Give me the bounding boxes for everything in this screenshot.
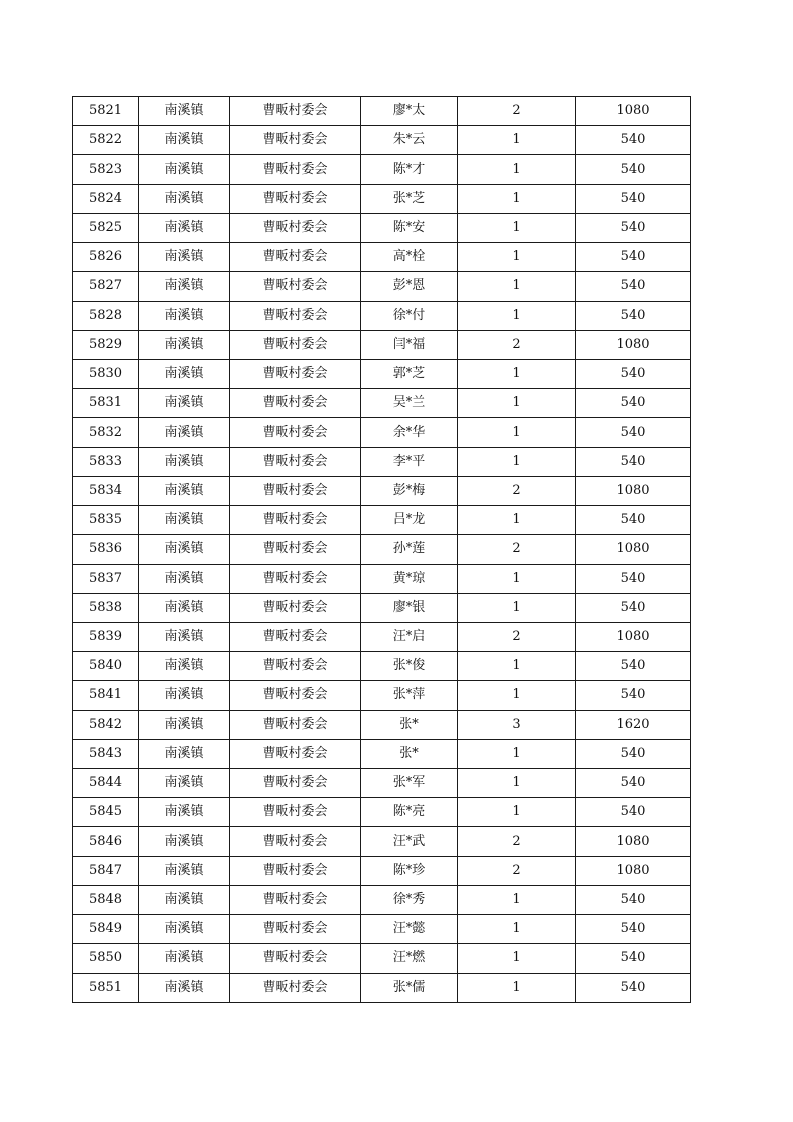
person-count-cell: 1 <box>458 447 576 476</box>
person-count-cell: 1 <box>458 739 576 768</box>
person-name-cell: 黄*琼 <box>361 564 458 593</box>
person-name-cell: 张*芝 <box>361 184 458 213</box>
table-row <box>73 564 691 593</box>
table-row <box>73 769 691 798</box>
town-cell: 南溪镇 <box>139 827 230 856</box>
person-name-cell: 廖*银 <box>361 593 458 622</box>
person-name-cell: 张*儒 <box>361 973 458 1002</box>
person-count-cell: 1 <box>458 564 576 593</box>
village-committee-cell: 曹畈村委会 <box>230 564 361 593</box>
person-name-cell: 李*平 <box>361 447 458 476</box>
person-count-cell: 2 <box>458 856 576 885</box>
person-count-cell: 2 <box>458 622 576 651</box>
town-cell: 南溪镇 <box>139 126 230 155</box>
town-cell: 南溪镇 <box>139 330 230 359</box>
row-number-cell: 5833 <box>73 447 139 476</box>
row-number-cell: 5832 <box>73 418 139 447</box>
person-count-cell: 1 <box>458 885 576 914</box>
person-name-cell: 汪*燃 <box>361 944 458 973</box>
row-number-cell: 5828 <box>73 301 139 330</box>
village-committee-cell: 曹畈村委会 <box>230 359 361 388</box>
person-count-cell: 2 <box>458 476 576 505</box>
table-row <box>73 798 691 827</box>
person-name-cell: 汪*启 <box>361 622 458 651</box>
amount-cell: 540 <box>576 944 691 973</box>
town-cell: 南溪镇 <box>139 798 230 827</box>
town-cell: 南溪镇 <box>139 389 230 418</box>
village-committee-cell: 曹畈村委会 <box>230 418 361 447</box>
amount-cell: 1080 <box>576 535 691 564</box>
table-row <box>73 418 691 447</box>
town-cell: 南溪镇 <box>139 97 230 126</box>
row-number-cell: 5824 <box>73 184 139 213</box>
person-name-cell: 吕*龙 <box>361 506 458 535</box>
amount-cell: 540 <box>576 739 691 768</box>
row-number-cell: 5830 <box>73 359 139 388</box>
table-row <box>73 126 691 155</box>
person-count-cell: 1 <box>458 769 576 798</box>
town-cell: 南溪镇 <box>139 184 230 213</box>
table-row <box>73 389 691 418</box>
village-committee-cell: 曹畈村委会 <box>230 213 361 242</box>
town-cell: 南溪镇 <box>139 359 230 388</box>
amount-cell: 540 <box>576 593 691 622</box>
town-cell: 南溪镇 <box>139 506 230 535</box>
person-count-cell: 1 <box>458 301 576 330</box>
town-cell: 南溪镇 <box>139 652 230 681</box>
amount-cell: 540 <box>576 184 691 213</box>
person-count-cell: 3 <box>458 710 576 739</box>
roster-table <box>72 96 691 1003</box>
row-number-cell: 5845 <box>73 798 139 827</box>
person-count-cell: 1 <box>458 272 576 301</box>
row-number-cell: 5822 <box>73 126 139 155</box>
table-row <box>73 622 691 651</box>
person-name-cell: 孙*莲 <box>361 535 458 564</box>
town-cell: 南溪镇 <box>139 535 230 564</box>
village-committee-cell: 曹畈村委会 <box>230 885 361 914</box>
row-number-cell: 5834 <box>73 476 139 505</box>
row-number-cell: 5851 <box>73 973 139 1002</box>
person-name-cell: 朱*云 <box>361 126 458 155</box>
person-count-cell: 1 <box>458 155 576 184</box>
row-number-cell: 5825 <box>73 213 139 242</box>
table-row <box>73 856 691 885</box>
row-number-cell: 5846 <box>73 827 139 856</box>
amount-cell: 540 <box>576 652 691 681</box>
village-committee-cell: 曹畈村委会 <box>230 506 361 535</box>
person-name-cell: 彭*恩 <box>361 272 458 301</box>
table-row <box>73 885 691 914</box>
town-cell: 南溪镇 <box>139 944 230 973</box>
village-committee-cell: 曹畈村委会 <box>230 798 361 827</box>
person-name-cell: 高*栓 <box>361 243 458 272</box>
person-count-cell: 2 <box>458 535 576 564</box>
village-committee-cell: 曹畈村委会 <box>230 476 361 505</box>
row-number-cell: 5839 <box>73 622 139 651</box>
amount-cell: 540 <box>576 798 691 827</box>
amount-cell: 540 <box>576 301 691 330</box>
person-count-cell: 1 <box>458 243 576 272</box>
row-number-cell: 5821 <box>73 97 139 126</box>
table-row <box>73 593 691 622</box>
person-name-cell: 廖*太 <box>361 97 458 126</box>
village-committee-cell: 曹畈村委会 <box>230 710 361 739</box>
row-number-cell: 5835 <box>73 506 139 535</box>
amount-cell: 540 <box>576 389 691 418</box>
row-number-cell: 5842 <box>73 710 139 739</box>
amount-cell: 540 <box>576 564 691 593</box>
town-cell: 南溪镇 <box>139 301 230 330</box>
village-committee-cell: 曹畈村委会 <box>230 769 361 798</box>
row-number-cell: 5850 <box>73 944 139 973</box>
person-count-cell: 2 <box>458 330 576 359</box>
row-number-cell: 5823 <box>73 155 139 184</box>
person-count-cell: 1 <box>458 184 576 213</box>
amount-cell: 540 <box>576 243 691 272</box>
person-count-cell: 1 <box>458 213 576 242</box>
person-count-cell: 1 <box>458 798 576 827</box>
village-committee-cell: 曹畈村委会 <box>230 447 361 476</box>
person-name-cell: 张*俊 <box>361 652 458 681</box>
amount-cell: 1080 <box>576 97 691 126</box>
person-name-cell: 余*华 <box>361 418 458 447</box>
table-row <box>73 506 691 535</box>
person-name-cell: 张*萍 <box>361 681 458 710</box>
amount-cell: 1080 <box>576 827 691 856</box>
table-row <box>73 243 691 272</box>
amount-cell: 1080 <box>576 856 691 885</box>
town-cell: 南溪镇 <box>139 243 230 272</box>
town-cell: 南溪镇 <box>139 681 230 710</box>
row-number-cell: 5844 <box>73 769 139 798</box>
village-committee-cell: 曹畈村委会 <box>230 944 361 973</box>
amount-cell: 540 <box>576 447 691 476</box>
person-name-cell: 彭*梅 <box>361 476 458 505</box>
person-count-cell: 1 <box>458 681 576 710</box>
person-name-cell: 汪*懿 <box>361 915 458 944</box>
person-name-cell: 陈*才 <box>361 155 458 184</box>
village-committee-cell: 曹畈村委会 <box>230 272 361 301</box>
person-count-cell: 1 <box>458 506 576 535</box>
town-cell: 南溪镇 <box>139 593 230 622</box>
row-number-cell: 5831 <box>73 389 139 418</box>
person-count-cell: 2 <box>458 97 576 126</box>
village-committee-cell: 曹畈村委会 <box>230 389 361 418</box>
person-count-cell: 2 <box>458 827 576 856</box>
person-name-cell: 吴*兰 <box>361 389 458 418</box>
amount-cell: 1620 <box>576 710 691 739</box>
table-row <box>73 681 691 710</box>
person-count-cell: 1 <box>458 126 576 155</box>
person-name-cell: 陈*珍 <box>361 856 458 885</box>
row-number-cell: 5836 <box>73 535 139 564</box>
town-cell: 南溪镇 <box>139 769 230 798</box>
village-committee-cell: 曹畈村委会 <box>230 652 361 681</box>
village-committee-cell: 曹畈村委会 <box>230 856 361 885</box>
person-name-cell: 张*军 <box>361 769 458 798</box>
amount-cell: 540 <box>576 213 691 242</box>
row-number-cell: 5840 <box>73 652 139 681</box>
village-committee-cell: 曹畈村委会 <box>230 827 361 856</box>
table-row <box>73 213 691 242</box>
table-row <box>73 710 691 739</box>
amount-cell: 540 <box>576 359 691 388</box>
village-committee-cell: 曹畈村委会 <box>230 622 361 651</box>
amount-cell: 540 <box>576 973 691 1002</box>
row-number-cell: 5826 <box>73 243 139 272</box>
person-name-cell: 闫*福 <box>361 330 458 359</box>
row-number-cell: 5829 <box>73 330 139 359</box>
table-row <box>73 301 691 330</box>
village-committee-cell: 曹畈村委会 <box>230 126 361 155</box>
town-cell: 南溪镇 <box>139 213 230 242</box>
town-cell: 南溪镇 <box>139 476 230 505</box>
person-count-cell: 1 <box>458 593 576 622</box>
table-row <box>73 739 691 768</box>
village-committee-cell: 曹畈村委会 <box>230 593 361 622</box>
row-number-cell: 5841 <box>73 681 139 710</box>
person-count-cell: 1 <box>458 915 576 944</box>
town-cell: 南溪镇 <box>139 885 230 914</box>
amount-cell: 1080 <box>576 622 691 651</box>
row-number-cell: 5838 <box>73 593 139 622</box>
village-committee-cell: 曹畈村委会 <box>230 243 361 272</box>
person-count-cell: 1 <box>458 359 576 388</box>
amount-cell: 1080 <box>576 476 691 505</box>
village-committee-cell: 曹畈村委会 <box>230 973 361 1002</box>
town-cell: 南溪镇 <box>139 564 230 593</box>
table-row <box>73 447 691 476</box>
row-number-cell: 5827 <box>73 272 139 301</box>
row-number-cell: 5847 <box>73 856 139 885</box>
person-name-cell: 陈*安 <box>361 213 458 242</box>
person-name-cell: 陈*亮 <box>361 798 458 827</box>
person-name-cell: 汪*武 <box>361 827 458 856</box>
amount-cell: 540 <box>576 885 691 914</box>
amount-cell: 540 <box>576 126 691 155</box>
table-row <box>73 155 691 184</box>
town-cell: 南溪镇 <box>139 155 230 184</box>
village-committee-cell: 曹畈村委会 <box>230 301 361 330</box>
town-cell: 南溪镇 <box>139 710 230 739</box>
table-row <box>73 535 691 564</box>
amount-cell: 540 <box>576 155 691 184</box>
amount-cell: 540 <box>576 769 691 798</box>
village-committee-cell: 曹畈村委会 <box>230 330 361 359</box>
row-number-cell: 5848 <box>73 885 139 914</box>
table-row <box>73 184 691 213</box>
town-cell: 南溪镇 <box>139 973 230 1002</box>
village-committee-cell: 曹畈村委会 <box>230 681 361 710</box>
person-count-cell: 1 <box>458 973 576 1002</box>
table-row <box>73 97 691 126</box>
village-committee-cell: 曹畈村委会 <box>230 155 361 184</box>
person-name-cell: 郭*芝 <box>361 359 458 388</box>
row-number-cell: 5843 <box>73 739 139 768</box>
amount-cell: 1080 <box>576 330 691 359</box>
person-count-cell: 1 <box>458 652 576 681</box>
village-committee-cell: 曹畈村委会 <box>230 915 361 944</box>
table-row <box>73 330 691 359</box>
person-count-cell: 1 <box>458 389 576 418</box>
village-committee-cell: 曹畈村委会 <box>230 97 361 126</box>
town-cell: 南溪镇 <box>139 272 230 301</box>
village-committee-cell: 曹畈村委会 <box>230 739 361 768</box>
village-committee-cell: 曹畈村委会 <box>230 535 361 564</box>
table-row <box>73 359 691 388</box>
row-number-cell: 5837 <box>73 564 139 593</box>
amount-cell: 540 <box>576 272 691 301</box>
table-row <box>73 944 691 973</box>
table-row <box>73 827 691 856</box>
town-cell: 南溪镇 <box>139 915 230 944</box>
town-cell: 南溪镇 <box>139 739 230 768</box>
person-name-cell: 张* <box>361 710 458 739</box>
amount-cell: 540 <box>576 506 691 535</box>
amount-cell: 540 <box>576 418 691 447</box>
village-committee-cell: 曹畈村委会 <box>230 184 361 213</box>
table-row <box>73 272 691 301</box>
row-number-cell: 5849 <box>73 915 139 944</box>
table-row <box>73 652 691 681</box>
person-count-cell: 1 <box>458 944 576 973</box>
table-row <box>73 973 691 1002</box>
roster-table-body <box>73 97 691 1003</box>
table-row <box>73 476 691 505</box>
person-name-cell: 徐*付 <box>361 301 458 330</box>
town-cell: 南溪镇 <box>139 622 230 651</box>
amount-cell: 540 <box>576 681 691 710</box>
amount-cell: 540 <box>576 915 691 944</box>
town-cell: 南溪镇 <box>139 856 230 885</box>
town-cell: 南溪镇 <box>139 418 230 447</box>
table-row <box>73 915 691 944</box>
person-name-cell: 张* <box>361 739 458 768</box>
town-cell: 南溪镇 <box>139 447 230 476</box>
person-count-cell: 1 <box>458 418 576 447</box>
person-name-cell: 徐*秀 <box>361 885 458 914</box>
